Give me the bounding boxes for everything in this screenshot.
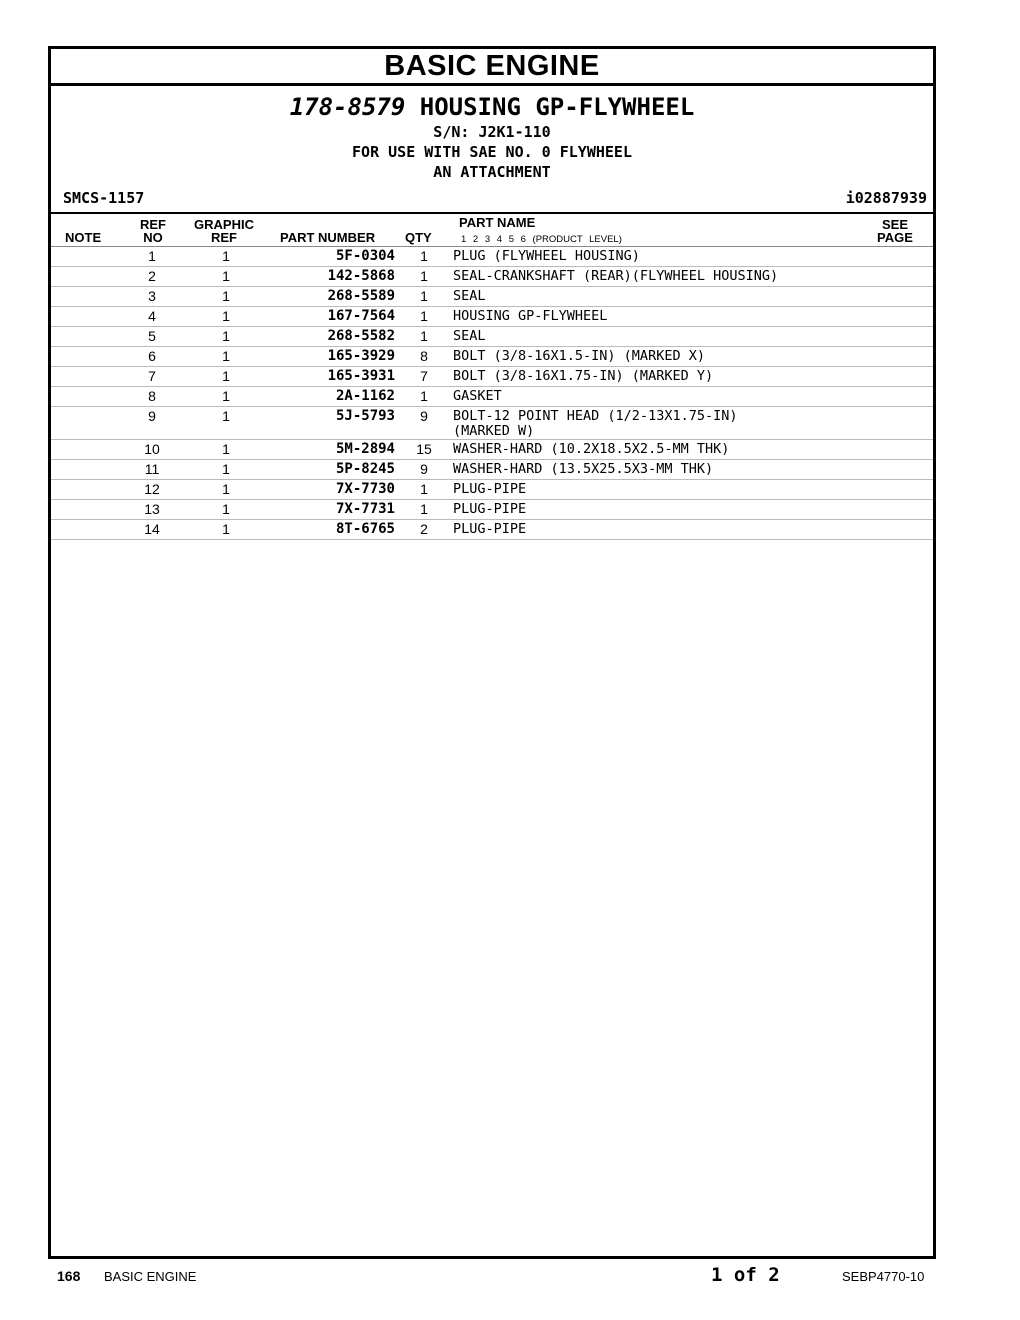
cell-qty: 2 (395, 520, 453, 540)
cell-qty: 7 (395, 367, 453, 387)
footer-sheet: 1 of 2 (711, 1264, 780, 1286)
cell-ref-no: 4 (137, 307, 167, 327)
cell-ref-no: 12 (137, 480, 167, 500)
page-frame (48, 46, 936, 1259)
group-header (51, 86, 933, 214)
col-graphic-ref (189, 218, 259, 244)
cell-part-name: PLUG-PIPE (453, 520, 933, 540)
serial-number: S/N: J2K1-110 (433, 123, 551, 141)
cell-qty: 1 (395, 287, 453, 307)
cell-qty: 1 (395, 500, 453, 520)
table-row (51, 247, 933, 267)
cell-ref-no: 13 (137, 500, 167, 520)
cell-note (51, 367, 137, 387)
cell-part-name: WASHER-HARD (10.2X18.5X2.5-MM THK) (453, 440, 933, 460)
cell-note (51, 347, 137, 367)
cell-ref-no: 5 (137, 327, 167, 347)
column-headers (51, 214, 933, 247)
cell-qty: 1 (395, 480, 453, 500)
col-ref-no-top: REF (140, 217, 166, 232)
cell-graphic-ref: 1 (167, 500, 285, 520)
cell-part-number: 7X-7731 (285, 500, 395, 520)
col-part-name: PART NAME (459, 215, 536, 230)
cell-graphic-ref: 1 (167, 520, 285, 540)
attachment-note: AN ATTACHMENT (433, 163, 551, 181)
usage-note: FOR USE WITH SAE NO. 0 FLYWHEEL (352, 143, 632, 161)
cell-graphic-ref: 1 (167, 407, 285, 440)
footer-page-number: 168 (57, 1268, 81, 1284)
table-row (51, 347, 933, 367)
cell-graphic-ref: 1 (167, 480, 285, 500)
cell-part-name: GASKET (453, 387, 933, 407)
parts-table-body (51, 247, 933, 540)
cell-qty: 1 (395, 307, 453, 327)
cell-ref-no: 6 (137, 347, 167, 367)
table-row (51, 267, 933, 287)
table-row (51, 407, 933, 440)
cell-qty: 1 (395, 267, 453, 287)
cell-qty: 8 (395, 347, 453, 367)
cell-ref-no: 8 (137, 387, 167, 407)
cell-note (51, 247, 137, 267)
col-see-page-bottom: PAGE (877, 230, 913, 245)
col-ref-no-bottom: NO (143, 230, 163, 245)
cell-part-name: PLUG-PIPE (453, 480, 933, 500)
cell-part-name: PLUG-PIPE (453, 500, 933, 520)
col-qty: QTY (405, 230, 432, 245)
cell-qty: 15 (395, 440, 453, 460)
cell-graphic-ref: 1 (167, 327, 285, 347)
cell-qty: 1 (395, 247, 453, 267)
col-graphic-ref-top: GRAPHIC (194, 217, 254, 232)
cell-part-number: 8T-6765 (285, 520, 395, 540)
cell-graphic-ref: 1 (167, 307, 285, 327)
cell-graphic-ref: 1 (167, 367, 285, 387)
cell-part-number: 268-5589 (285, 287, 395, 307)
group-title (51, 92, 933, 122)
cell-note (51, 387, 137, 407)
cell-qty: 9 (395, 407, 453, 440)
cell-part-name: SEAL (453, 327, 933, 347)
cell-part-name: HOUSING GP-FLYWHEEL (453, 307, 933, 327)
table-row (51, 367, 933, 387)
cell-part-number: 167-7564 (285, 307, 395, 327)
cell-qty: 9 (395, 460, 453, 480)
cell-part-name: PLUG (FLYWHEEL HOUSING) (453, 247, 933, 267)
cell-part-name: SEAL (453, 287, 933, 307)
cell-part-name: SEAL-CRANKSHAFT (REAR)(FLYWHEEL HOUSING) (453, 267, 933, 287)
col-ref-no (139, 218, 167, 244)
cell-note (51, 500, 137, 520)
footer-document-number: SEBP4770-10 (842, 1269, 925, 1284)
table-row (51, 500, 933, 520)
cell-ref-no: 11 (137, 460, 167, 480)
cell-part-number: 268-5582 (285, 327, 395, 347)
table-row (51, 480, 933, 500)
cell-note (51, 267, 137, 287)
table-row (51, 520, 933, 540)
cell-graphic-ref: 1 (167, 287, 285, 307)
cell-part-number: 7X-7730 (285, 480, 395, 500)
cell-part-number: 5P-8245 (285, 460, 395, 480)
cell-graphic-ref: 1 (167, 387, 285, 407)
cell-part-number: 5M-2894 (285, 440, 395, 460)
cell-part-name: WASHER-HARD (13.5X25.5X3-MM THK) (453, 460, 933, 480)
cell-note (51, 307, 137, 327)
cell-part-name: BOLT (3/8-16X1.75-IN) (MARKED Y) (453, 367, 933, 387)
table-row (51, 387, 933, 407)
table-row (51, 287, 933, 307)
cell-graphic-ref: 1 (167, 440, 285, 460)
cell-note (51, 480, 137, 500)
col-product-levels: 1 2 3 4 5 6 (PRODUCT LEVEL) (461, 234, 622, 245)
cell-qty: 1 (395, 387, 453, 407)
cell-graphic-ref: 1 (167, 347, 285, 367)
parts-table (51, 247, 933, 540)
cell-note (51, 327, 137, 347)
cell-part-number: 165-3929 (285, 347, 395, 367)
info-id: i02887939 (845, 189, 927, 207)
cell-part-number: 5F-0304 (285, 247, 395, 267)
col-see-page (877, 218, 913, 244)
cell-ref-no: 14 (137, 520, 167, 540)
cell-graphic-ref: 1 (167, 247, 285, 267)
cell-note (51, 407, 137, 440)
col-see-page-top: SEE (881, 217, 908, 232)
cell-part-number: 5J-5793 (285, 407, 395, 440)
table-row (51, 307, 933, 327)
cell-note (51, 520, 137, 540)
table-row (51, 440, 933, 460)
cell-ref-no: 3 (137, 287, 167, 307)
cell-part-name: BOLT (3/8-16X1.5-IN) (MARKED X) (453, 347, 933, 367)
table-row (51, 460, 933, 480)
section-title: BASIC ENGINE (51, 49, 933, 86)
smcs-code: SMCS-1157 (63, 189, 145, 207)
cell-ref-no: 9 (137, 407, 167, 440)
cell-graphic-ref: 1 (167, 460, 285, 480)
col-part-number: PART NUMBER (280, 230, 376, 245)
col-note: NOTE (65, 230, 102, 245)
cell-part-number: 142-5868 (285, 267, 395, 287)
cell-ref-no: 1 (137, 247, 167, 267)
group-part-number: 178-8579 (289, 93, 406, 121)
cell-part-number: 2A-1162 (285, 387, 395, 407)
table-row (51, 327, 933, 347)
cell-note (51, 460, 137, 480)
cell-ref-no: 2 (137, 267, 167, 287)
cell-qty: 1 (395, 327, 453, 347)
cell-part-number: 165-3931 (285, 367, 395, 387)
cell-ref-no: 7 (137, 367, 167, 387)
cell-graphic-ref: 1 (167, 267, 285, 287)
cell-part-name: BOLT-12 POINT HEAD (1/2-13X1.75-IN) (MARKED W) (453, 407, 933, 440)
footer-section: BASIC ENGINE (104, 1269, 197, 1284)
cell-ref-no: 10 (137, 440, 167, 460)
group-part-title: HOUSING GP-FLYWHEEL (419, 93, 695, 121)
col-graphic-ref-bottom: REF (211, 230, 237, 245)
cell-note (51, 287, 137, 307)
cell-note (51, 440, 137, 460)
